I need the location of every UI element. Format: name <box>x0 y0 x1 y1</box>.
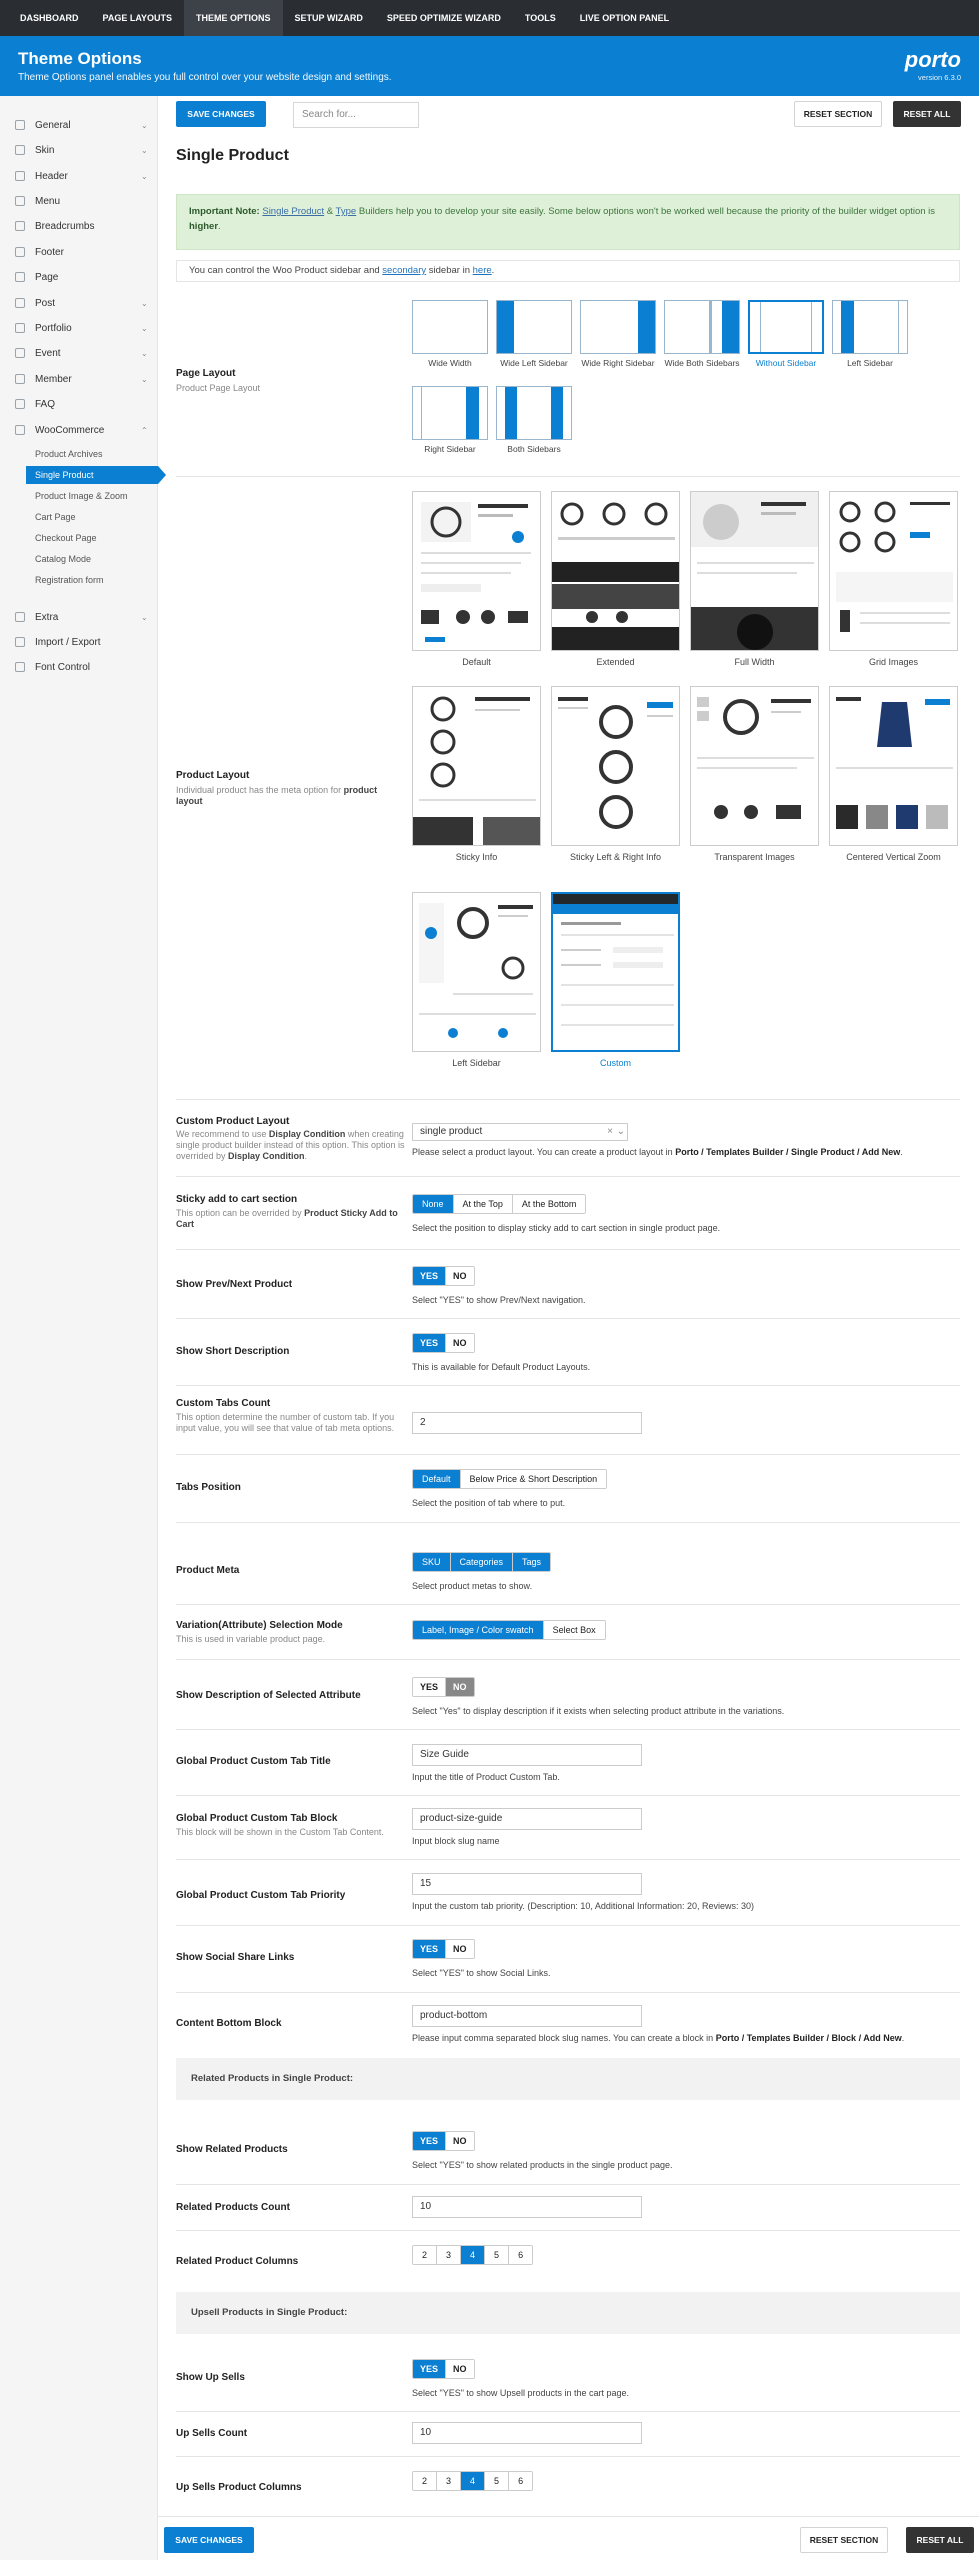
chevron-down-icon: ⌄ <box>141 323 148 333</box>
desc-strong: Product Sticky Add to Cart <box>176 1208 398 1229</box>
chevron-down-icon[interactable]: ⌄ <box>616 1126 625 1137</box>
option-4[interactable]: 4 <box>460 2472 484 2490</box>
note-end: . <box>218 221 221 232</box>
nav-speed-optimize[interactable]: SPEED OPTIMIZE WIZARD <box>386 13 501 23</box>
tab-block-label: Global Product Custom Tab Block <box>176 1813 338 1824</box>
layout-caption: Wide Right Sidebar <box>581 358 655 368</box>
related-toggle <box>412 2131 475 2151</box>
divider <box>176 2456 960 2457</box>
hint-strong: Porto / Templates Builder / Single Product / Add New <box>675 1147 901 1157</box>
porto-logo: porto <box>904 47 961 72</box>
yes-option[interactable]: YES <box>413 1267 445 1285</box>
sidebar-item-page[interactable] <box>0 268 158 286</box>
related-cols-label: Related Product Columns <box>176 2256 299 2267</box>
menu-icon <box>15 196 25 206</box>
hint-strong: Porto / Templates Builder / Block / Add New <box>715 2033 902 2043</box>
sidebar-item-footer[interactable] <box>0 243 158 261</box>
chevron-down-icon: ⌄ <box>141 612 148 622</box>
product-layout-label: Product Layout <box>176 770 250 781</box>
option-5[interactable]: 5 <box>484 2246 508 2264</box>
tabs-count-desc: This option determine the number of custom tab. If you input value, you will see that value of tab meta options. <box>176 1412 395 1433</box>
top-navigation <box>0 0 979 36</box>
layout-left-sidebar[interactable] <box>832 300 908 368</box>
divider <box>176 1318 960 1319</box>
import-export-icon <box>15 637 25 647</box>
version-label: version 6.3.0 <box>918 73 961 82</box>
divider <box>176 1099 960 1100</box>
tabs-position-hint: Select the position of tab where to put. <box>412 1498 566 1508</box>
upsell-hint: Select "YES" to show Upsell products in the cart page. <box>412 2388 630 2398</box>
nav-live-option-panel[interactable]: LIVE OPTION PANEL <box>579 13 670 23</box>
desc-text: Individual product has the meta option for <box>176 785 342 795</box>
option-6[interactable]: 6 <box>508 2472 532 2490</box>
upsell-count-input[interactable]: 10 <box>412 2422 642 2444</box>
layout-caption: Centered Vertical Zoom <box>846 852 941 862</box>
attr-desc-toggle <box>412 1677 475 1697</box>
custom-layout-hint <box>412 1147 903 1157</box>
product-layout-desc <box>176 785 400 807</box>
reset-section-button[interactable]: RESET SECTION <box>794 101 882 127</box>
option-sku[interactable]: SKU <box>413 1553 450 1571</box>
no-option[interactable]: NO <box>445 2132 474 2150</box>
sidebar-item-import-export[interactable] <box>0 633 158 651</box>
sidebar-sub-single-product[interactable]: Single Product <box>26 466 158 484</box>
portfolio-icon <box>15 323 25 333</box>
bottom-block-input[interactable]: product-bottom <box>412 2005 642 2027</box>
yes-option[interactable]: YES <box>413 1678 445 1696</box>
nav-setup-wizard[interactable]: SETUP WIZARD <box>294 13 363 23</box>
related-hint: Select "YES" to show related products in the single product page. <box>412 2160 673 2170</box>
tab-priority-label: Global Product Custom Tab Priority <box>176 1890 346 1901</box>
sidebar-item-general[interactable] <box>0 116 158 134</box>
sidebar-item-woocommerce[interactable] <box>0 421 158 439</box>
note-amp: & <box>326 206 334 217</box>
product-meta-hint: Select product metas to show. <box>412 1581 533 1591</box>
upsell-cols-options <box>412 2471 533 2491</box>
layout-caption: Wide Both Sidebars <box>664 358 740 368</box>
event-icon <box>15 348 25 358</box>
divider <box>176 1249 960 1250</box>
layout-caption: Extended <box>596 657 635 667</box>
tab-title-label: Global Product Custom Tab Title <box>176 1756 331 1767</box>
post-icon <box>15 298 25 308</box>
product-meta-label: Product Meta <box>176 1565 240 1576</box>
tabs-position-label: Tabs Position <box>176 1482 241 1493</box>
divider <box>176 1795 960 1796</box>
custom-layout-select[interactable] <box>412 1123 628 1141</box>
info-text: sidebar in <box>428 265 470 276</box>
yes-option[interactable]: YES <box>413 1334 445 1352</box>
breadcrumbs-icon <box>15 221 25 231</box>
thumbnail-grid-images <box>829 491 958 651</box>
sidebar-label: Menu <box>35 195 61 207</box>
layout-wide-left-sidebar[interactable] <box>496 300 572 368</box>
sidebar-label: Breadcrumbs <box>35 220 95 232</box>
layout-wide-right-sidebar[interactable] <box>580 300 656 368</box>
hint-text: . <box>900 1147 903 1157</box>
sidebar-label: WooCommerce <box>35 424 105 436</box>
layout-caption: Transparent Images <box>714 852 795 862</box>
sidebar-sub-catalog-mode[interactable]: Catalog Mode <box>35 554 92 564</box>
layout-right-sidebar[interactable] <box>412 386 488 454</box>
sidebar-label: Header <box>35 170 68 182</box>
short-desc-hint: This is available for Default Product Layouts. <box>412 1362 591 1372</box>
tab-title-hint: Input the title of Product Custom Tab. <box>412 1772 560 1782</box>
thumbnail-default <box>412 491 541 651</box>
option-select-box[interactable]: Select Box <box>543 1621 605 1639</box>
short-desc-label: Show Short Description <box>176 1346 290 1357</box>
tab-block-hint: Input block slug name <box>412 1836 500 1846</box>
divider <box>176 1659 960 1660</box>
share-toggle <box>412 1939 475 1959</box>
desc-text: This option can be overrided by <box>176 1208 302 1218</box>
related-count-input[interactable]: 10 <box>412 2196 642 2218</box>
options-content <box>158 96 979 2560</box>
layout-caption: Wide Left Sidebar <box>500 358 568 368</box>
short-desc-toggle <box>412 1333 475 1353</box>
desc-text: when creating single product builder instead of this option. This option is overrided by <box>176 1129 405 1161</box>
tabs-count-label: Custom Tabs Count <box>176 1398 271 1409</box>
sidebar-label: Import / Export <box>35 636 101 648</box>
search-input[interactable]: Search for... <box>293 102 419 128</box>
skin-icon <box>15 145 25 155</box>
tabs-count-input[interactable]: 2 <box>412 1412 642 1434</box>
sidebar-item-portfolio[interactable] <box>0 319 158 337</box>
theme-options-header <box>0 36 979 96</box>
sidebar-label: Member <box>35 373 72 385</box>
layout-without-sidebar[interactable] <box>748 300 824 368</box>
save-changes-button[interactable]: SAVE CHANGES <box>176 101 266 127</box>
custom-product-layout-label: Custom Product Layout <box>176 1116 290 1127</box>
sidebar-label: Page <box>35 271 59 283</box>
sticky-cart-hint: Select the position to display sticky add to cart section in single product page. <box>412 1223 721 1233</box>
upsell-label: Show Up Sells <box>176 2372 245 2383</box>
layout-caption: Sticky Left & Right Info <box>569 852 662 862</box>
divider <box>176 1925 960 1926</box>
share-label: Show Social Share Links <box>176 1952 295 1963</box>
info-text: You can control the Woo Product sidebar and <box>189 265 380 276</box>
option-3[interactable]: 3 <box>436 2246 460 2264</box>
yes-option[interactable]: YES <box>413 2132 445 2150</box>
layout-caption: Custom <box>599 1058 631 1068</box>
page-layout-label: Page Layout <box>176 368 236 379</box>
sidebar-label: Footer <box>35 246 64 258</box>
sidebar-sub-product-image-zoom[interactable]: Product Image & Zoom <box>35 491 128 501</box>
member-icon <box>15 374 25 384</box>
thumbnail-full-width <box>690 491 819 651</box>
sidebar-sub-registration-form[interactable]: Registration form <box>35 575 104 585</box>
attr-desc-hint: Select "Yes" to display description if it exists when selecting product attribute in the variations. <box>412 1706 785 1716</box>
layout-caption: Left Sidebar <box>847 358 893 368</box>
general-icon <box>15 120 25 130</box>
yes-option[interactable]: YES <box>413 2360 445 2378</box>
related-cols-options <box>412 2245 533 2265</box>
option-categories[interactable]: Categories <box>450 1553 513 1571</box>
option-3[interactable]: 3 <box>436 2472 460 2490</box>
options-sidebar <box>0 96 158 2560</box>
sticky-cart-options <box>412 1194 586 1214</box>
reset-section-button-bottom[interactable]: RESET SECTION <box>800 2527 888 2553</box>
option-4[interactable]: 4 <box>460 2246 484 2264</box>
chevron-down-icon: ⌄ <box>141 348 148 358</box>
header-title: Theme Options <box>18 49 142 68</box>
thumbnail-sticky-left-right <box>551 686 680 846</box>
info-text: . <box>491 265 495 276</box>
desc-strong: Display Condition <box>268 1129 346 1139</box>
divider <box>176 2184 960 2185</box>
page-title: Single Product <box>176 147 289 164</box>
divider <box>176 1859 960 1860</box>
related-label: Show Related Products <box>176 2144 288 2155</box>
clear-icon[interactable]: × <box>607 1126 613 1137</box>
layout-caption: Full Width <box>734 657 775 667</box>
option-at-bottom[interactable]: At the Bottom <box>512 1195 586 1213</box>
layout-caption: Right Sidebar <box>424 444 476 454</box>
tab-block-input[interactable]: product-size-guide <box>412 1808 642 1830</box>
sidebar-item-faq[interactable] <box>0 395 158 413</box>
hint-text: . <box>901 2033 905 2043</box>
tab-priority-hint: Input the custom tab priority. (Description: 10, Additional Information: 20, Reviews: 30) <box>412 1901 754 1911</box>
sidebar-label: Font Control <box>35 661 91 673</box>
tab-priority-input[interactable]: 15 <box>412 1873 642 1895</box>
option-none[interactable]: None <box>413 1195 453 1213</box>
thumbnail-transparent <box>690 686 819 846</box>
thumbnail-sticky-info <box>412 686 541 846</box>
nav-theme-options[interactable]: THEME OPTIONS <box>184 0 283 36</box>
sticky-cart-desc <box>176 1208 404 1230</box>
related-count-label: Related Products Count <box>176 2202 290 2213</box>
save-changes-button-bottom[interactable]: SAVE CHANGES <box>164 2527 254 2553</box>
option-tags[interactable]: Tags <box>512 1553 550 1571</box>
sidebar-sub-checkout-page[interactable]: Checkout Page <box>35 533 97 543</box>
chevron-up-icon: ⌃ <box>141 425 148 435</box>
note-text: Builders help you to develop your site easily. Some below options won't be worked well because the priority of the builder widget option is <box>358 206 936 217</box>
note-strong: Important Note: <box>189 206 260 217</box>
reset-all-button-bottom[interactable]: RESET ALL <box>906 2527 974 2553</box>
sidebar-label: Extra <box>35 611 59 623</box>
layout-caption: Grid Images <box>868 657 919 667</box>
sidebar-label: Skin <box>35 144 55 156</box>
option-2[interactable]: 2 <box>413 2472 436 2490</box>
divider <box>176 2230 960 2231</box>
select-value: single product <box>420 1126 483 1137</box>
layout-caption: Without Sidebar <box>755 358 817 368</box>
page-icon <box>15 272 25 282</box>
divider <box>176 1992 960 1993</box>
sidebar-item-event[interactable] <box>0 344 158 362</box>
yes-option[interactable]: YES <box>413 1940 445 1958</box>
chevron-down-icon: ⌄ <box>141 298 148 308</box>
bottom-block-hint <box>412 2033 904 2043</box>
single-product-link[interactable]: Single Product <box>262 206 325 217</box>
chevron-down-icon: ⌄ <box>141 120 148 130</box>
sidebar-label: FAQ <box>35 398 56 410</box>
upsell-cols-label: Up Sells Product Columns <box>176 2482 302 2493</box>
chevron-down-icon: ⌄ <box>141 145 148 155</box>
option-at-top[interactable]: At the Top <box>453 1195 512 1213</box>
hint-text: Please select a product layout. You can create a product layout in <box>412 1147 673 1157</box>
sidebar-item-member[interactable] <box>0 370 158 388</box>
layout-wide-width[interactable] <box>412 300 488 368</box>
sidebar-item-breadcrumbs[interactable] <box>0 217 158 235</box>
option-below-price[interactable]: Below Price & Short Description <box>460 1470 607 1488</box>
footer-icon <box>15 247 25 257</box>
header-subtitle: Theme Options panel enables you full control over your website design and settings. <box>18 72 392 83</box>
note-higher: higher <box>189 221 219 232</box>
layout-both-sidebars[interactable] <box>496 386 572 454</box>
no-option[interactable]: NO <box>445 1334 474 1352</box>
upsell-section-heading: Upsell Products in Single Product: <box>176 2292 960 2334</box>
chevron-down-icon: ⌄ <box>141 171 148 181</box>
extra-icon <box>15 612 25 622</box>
sidebar-item-menu[interactable] <box>0 192 158 210</box>
sidebar-label: Portfolio <box>35 322 72 334</box>
layout-caption: Wide Width <box>428 358 472 368</box>
divider <box>176 1729 960 1730</box>
sidebar-sub-cart-page[interactable]: Cart Page <box>35 512 76 522</box>
chevron-down-icon: ⌄ <box>141 374 148 384</box>
prev-next-label: Show Prev/Next Product <box>176 1279 293 1290</box>
divider <box>176 1385 960 1386</box>
option-6[interactable]: 6 <box>508 2246 532 2264</box>
variation-desc: This is used in variable product page. <box>176 1634 326 1644</box>
sidebar-item-extra[interactable] <box>0 608 158 626</box>
option-5[interactable]: 5 <box>484 2472 508 2490</box>
desc-text: . <box>304 1151 308 1161</box>
sidebar-item-header[interactable] <box>0 167 158 185</box>
nav-page-layouts[interactable]: PAGE LAYOUTS <box>102 13 173 23</box>
variation-label: Variation(Attribute) Selection Mode <box>176 1620 343 1631</box>
sidebar-info <box>176 260 960 282</box>
here-link[interactable]: here <box>472 265 492 276</box>
divider <box>176 1604 960 1605</box>
important-note <box>176 194 960 250</box>
layout-caption: Left Sidebar <box>452 1058 501 1068</box>
divider <box>176 476 960 477</box>
reset-all-button[interactable]: RESET ALL <box>893 101 961 127</box>
thumbnail-centered-zoom <box>829 686 958 846</box>
faq-icon <box>15 399 25 409</box>
sticky-cart-label: Sticky add to cart section <box>176 1194 298 1205</box>
woocommerce-icon <box>15 425 25 435</box>
sidebar-item-font-control[interactable] <box>0 658 158 676</box>
footer-actions <box>158 2516 979 2560</box>
option-2[interactable]: 2 <box>413 2246 436 2264</box>
page-layout-desc: Product Page Layout <box>176 383 261 393</box>
nav-dashboard[interactable]: DASHBOARD <box>20 13 79 23</box>
no-option[interactable]: NO <box>445 2360 474 2378</box>
layout-caption: Both Sidebars <box>507 444 561 454</box>
layout-caption: Sticky Info <box>455 852 498 862</box>
font-control-icon <box>15 662 25 672</box>
divider <box>176 2411 960 2412</box>
no-option[interactable]: NO <box>445 1678 474 1696</box>
divider <box>176 1454 960 1455</box>
variation-options <box>412 1620 606 1640</box>
thumbnail-custom <box>551 892 680 1052</box>
option-default[interactable]: Default <box>413 1470 460 1488</box>
layout-wide-both-sidebars[interactable] <box>664 300 740 368</box>
desc-strong: Display Condition <box>228 1151 305 1161</box>
share-hint: Select "YES" to show Social Links. <box>412 1968 551 1978</box>
desc-text: We recommend to use <box>176 1129 267 1139</box>
tab-title-input[interactable]: Size Guide <box>412 1744 642 1766</box>
hint-text: Please input comma separated block slug names. You can create a block in <box>412 2033 714 2043</box>
sidebar-sub-product-archives[interactable]: Product Archives <box>35 449 103 459</box>
secondary-link[interactable]: secondary <box>382 265 427 276</box>
sidebar-item-post[interactable] <box>0 294 158 312</box>
prev-next-hint: Select "YES" to show Prev/Next navigation. <box>412 1295 586 1305</box>
header-icon <box>15 171 25 181</box>
thumbnail-extended <box>551 491 680 651</box>
divider <box>176 1522 960 1523</box>
no-option[interactable]: NO <box>445 1940 474 1958</box>
thumbnail-left-sidebar <box>412 892 541 1052</box>
no-option[interactable]: NO <box>445 1267 474 1285</box>
option-label-swatch[interactable]: Label, Image / Color swatch <box>413 1621 543 1639</box>
sidebar-item-skin[interactable] <box>0 141 158 159</box>
bottom-block-label: Content Bottom Block <box>176 2018 282 2029</box>
tab-block-desc: This block will be shown in the Custom Tab Content. <box>176 1827 384 1837</box>
tabs-position-options <box>412 1469 607 1489</box>
prev-next-toggle <box>412 1266 475 1286</box>
upsell-count-label: Up Sells Count <box>176 2428 248 2439</box>
type-link[interactable]: Type <box>335 206 357 217</box>
sidebar-label: Post <box>35 297 56 309</box>
related-section-heading: Related Products in Single Product: <box>176 2058 960 2100</box>
upsell-toggle <box>412 2359 475 2379</box>
custom-product-layout-desc <box>176 1129 406 1162</box>
layout-caption: Default <box>462 657 491 667</box>
desc-strong: product layout <box>176 785 378 806</box>
nav-tools[interactable]: TOOLS <box>524 13 556 23</box>
divider <box>176 1176 960 1177</box>
attr-desc-label: Show Description of Selected Attribute <box>176 1690 361 1701</box>
sidebar-label: General <box>35 119 71 131</box>
product-meta-options <box>412 1552 551 1572</box>
sidebar-label: Event <box>35 347 61 359</box>
